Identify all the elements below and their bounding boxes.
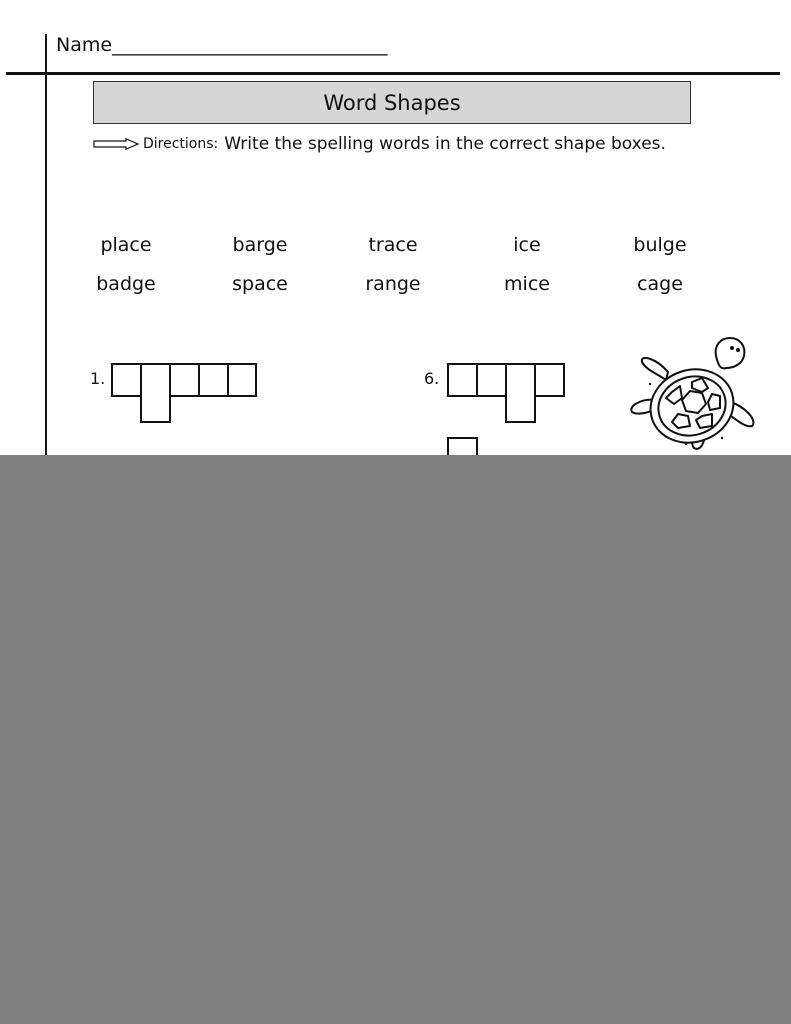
word-bank-item: badge [96,273,156,295]
word-shape-boxes-partial[interactable] [446,436,480,456]
outline-arrow-icon [93,138,139,150]
title-text: Word Shapes [323,90,461,115]
gray-occlusion-block [0,455,791,1024]
margin-line [45,34,47,464]
worksheet-title [93,81,691,124]
word-shape-boxes-1[interactable] [110,362,260,424]
directions [93,134,666,154]
word-bank-item: cage [637,273,683,295]
name-field[interactable]: Name_____________________________ [56,34,388,56]
directions-label: Directions: [143,136,219,152]
word-bank-item: barge [232,234,288,256]
word-bank-item: range [365,273,421,295]
word-bank-item: space [232,273,288,295]
turtle-icon [626,336,761,456]
word-bank-item: mice [504,273,550,295]
word-bank-item: ice [513,234,541,256]
item-number: 1. [90,369,106,388]
directions-text: Write the spelling words in the correct shape boxes. [224,134,666,154]
word-bank-item: bulge [633,234,687,256]
word-bank-item: trace [368,234,418,256]
item-number: 6. [424,369,440,388]
word-shape-boxes-6[interactable] [446,362,568,424]
top-rule [6,72,780,75]
word-bank-item: place [100,234,152,256]
